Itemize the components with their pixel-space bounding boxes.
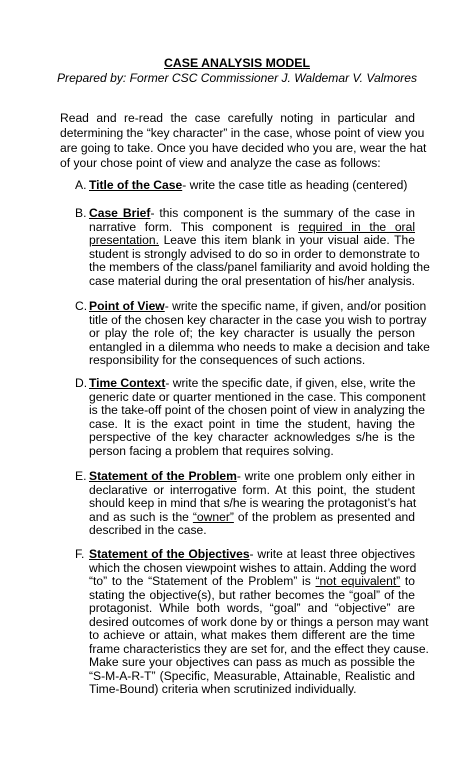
item-heading: Time Context <box>89 376 166 390</box>
item-line: title of the chosen key character in the case you wish to portray <box>89 312 427 327</box>
item-heading: Statement of the Objectives <box>89 547 250 561</box>
item-line: - write the specific name, if given, and/or position <box>164 299 427 313</box>
item-heading: Point of View <box>89 299 165 313</box>
item-line: described in the case. <box>89 523 207 537</box>
item-line: - write the specific date, if given, else, write the <box>165 376 416 390</box>
item-line: “S-M-A-R-T” (Specific, Measurable, Attainable, Realistic and <box>89 668 415 683</box>
item-line: should keep in mind that s/he is wearing the protagonist’s hat <box>89 496 417 510</box>
item-line: - write at least three objectives <box>249 547 415 561</box>
item-line: - write one problem only either in <box>236 469 415 483</box>
item-line: presentation. Leave this item blank in your visual aide. The <box>89 233 415 247</box>
item-line: and as such is the “owner” of the problem as presented and <box>89 509 415 524</box>
item-line: student is strongly advised to do so in order to demonstrate to <box>89 246 420 261</box>
document-subtitle: Prepared by: Former CSC Commissioner J. Waldemar V. Valmores <box>56 71 417 85</box>
item-line: perspective of the key character acknowledges s/he is the <box>89 430 415 444</box>
item-line: desired outcomes of work done by or things a person may want <box>89 614 429 629</box>
item-line: generic date or quarter mentioned in the case. This component <box>89 389 426 404</box>
document-title: CASE ANALYSIS MODEL <box>164 56 310 70</box>
item-letter: D. <box>75 376 88 390</box>
item-line: protagonist. While both words, “goal” and “objective” are <box>89 601 415 615</box>
item-heading: Case Brief <box>89 206 151 220</box>
item-line: case. It is the exact point in time the student, having the <box>89 416 415 431</box>
intro-line: Read and re-read the case carefully noting in particular and <box>60 111 415 125</box>
item-line: the members of the class/panel familiarity and avoid holding the <box>89 260 430 274</box>
item-line: - this component is the summary of the case in <box>150 206 415 220</box>
item-line: person facing a problem that requires solving. <box>89 443 334 458</box>
item-line: Time-Bound) criteria when scrutinized individually. <box>89 682 357 696</box>
item-line: to achieve or attain, what makes them different are the time <box>89 628 415 642</box>
item-line: “to” to the “Statement of the Problem” is “not equivalent” to <box>89 574 416 588</box>
item-line: is the take-off point of the chosen point of view in analyzing the <box>89 403 425 417</box>
item-line: responsibility for the consequences of such actions. <box>89 353 366 367</box>
item-letter: A. <box>75 178 87 192</box>
item-line: or play the role of; the key character is usually the person <box>89 326 415 340</box>
intro-paragraph <box>60 111 427 171</box>
item-letter: C. <box>75 299 88 313</box>
item-heading: Statement of the Problem <box>89 469 237 483</box>
item-line: case material during the oral presentation of his/her analysis. <box>89 273 416 288</box>
item-letter: F. <box>75 547 85 561</box>
item-line: narrative form. This component is required in the oral <box>89 219 416 234</box>
item-line: Make sure your objectives can pass as much as possible the <box>89 655 415 669</box>
intro-line: of your chose point of view and analyze the case as follows: <box>60 156 381 170</box>
intro-line: determining the “key character” in the case, whose point of view you <box>60 126 425 140</box>
item-letter: B. <box>75 206 87 220</box>
item-line: - write the case title as heading (centered) <box>182 178 408 192</box>
item-line: stating the objective(s), but rather becomes the “goal” of the <box>89 587 415 602</box>
item-line: frame characteristics they are set for, and the effect they cause. <box>89 641 429 656</box>
item-heading: Title of the Case <box>89 178 183 192</box>
intro-line: are going to take. Once you have decided who you are, wear the hat <box>60 141 427 155</box>
item-line: declarative or interrogative form. At this point, the student <box>89 482 415 497</box>
item-line: entangled in a dilemma who needs to make a decision and take <box>89 339 430 354</box>
item-letter: E. <box>75 469 87 483</box>
item-line: which the chosen viewpoint wishes to attain. Adding the word <box>89 560 417 575</box>
